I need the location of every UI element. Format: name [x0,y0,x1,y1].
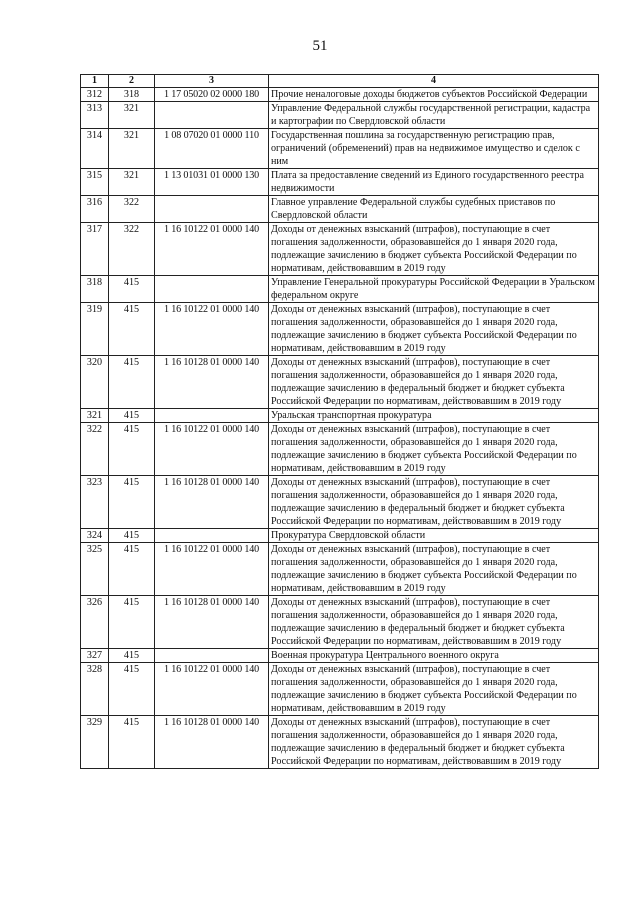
row-number: 328 [81,663,109,716]
revenue-code: 1 16 10128 01 0000 140 [155,476,269,529]
row-number: 323 [81,476,109,529]
table-row [81,303,599,356]
table-row [81,276,599,303]
table-row [81,716,599,769]
revenue-code: 1 16 10122 01 0000 140 [155,223,269,276]
revenue-code: 1 16 10122 01 0000 140 [155,423,269,476]
admin-code: 415 [109,663,155,716]
row-number: 312 [81,88,109,102]
row-number: 327 [81,649,109,663]
revenue-description: Военная прокуратура Центрального военного округа [269,649,599,663]
admin-code: 415 [109,409,155,423]
admin-code: 321 [109,102,155,129]
row-number: 321 [81,409,109,423]
row-number: 325 [81,543,109,596]
revenue-description: Доходы от денежных взысканий (штрафов), поступающие в счет погашения задолженности, образовавшейся до 1 января 2020 года, подлежащие зачислению в бюджет субъекта Российской Федерации по нормативам, действовавшим в 2019 году [269,223,599,276]
table-header-row [81,75,599,88]
header-col-1: 1 [81,75,109,88]
revenue-code: 1 16 10122 01 0000 140 [155,663,269,716]
revenue-description: Прочие неналоговые доходы бюджетов субъектов Российской Федерации [269,88,599,102]
row-number: 320 [81,356,109,409]
table-row [81,543,599,596]
admin-code: 415 [109,543,155,596]
revenue-code: 1 08 07020 01 0000 110 [155,129,269,169]
table-row [81,649,599,663]
table-row [81,529,599,543]
admin-code: 318 [109,88,155,102]
admin-code: 322 [109,223,155,276]
revenue-description: Прокуратура Свердловской области [269,529,599,543]
revenue-description: Управление Федеральной службы государственной регистрации, кадастра и картографии по Свердловской области [269,102,599,129]
row-number: 329 [81,716,109,769]
revenue-code: 1 16 10122 01 0000 140 [155,543,269,596]
revenue-description: Доходы от денежных взысканий (штрафов), поступающие в счет погашения задолженности, образовавшейся до 1 января 2020 года, подлежащие зачислению в бюджет субъекта Российской Федерации по нормативам, действовавшим в 2019 году [269,663,599,716]
table-row [81,409,599,423]
row-number: 322 [81,423,109,476]
revenue-code: 1 16 10122 01 0000 140 [155,303,269,356]
table-row [81,169,599,196]
row-number: 315 [81,169,109,196]
revenue-codes-table [80,74,599,769]
admin-code: 415 [109,596,155,649]
table-row [81,196,599,223]
row-number: 319 [81,303,109,356]
revenue-description: Доходы от денежных взысканий (штрафов), поступающие в счет погашения задолженности, образовавшейся до 1 января 2020 года, подлежащие зачислению в бюджет субъекта Российской Федерации по нормативам, действовавшим в 2019 году [269,423,599,476]
table-row [81,476,599,529]
revenue-description: Доходы от денежных взысканий (штрафов), поступающие в счет погашения задолженности, образовавшейся до 1 января 2020 года, подлежащие зачислению в федеральный бюджет и бюджет субъекта Российской Федерации по нормативам, действовавшим в 2019 году [269,356,599,409]
revenue-code: 1 16 10128 01 0000 140 [155,716,269,769]
revenue-code [155,276,269,303]
revenue-code [155,649,269,663]
admin-code: 415 [109,476,155,529]
page-number: 51 [312,38,328,54]
revenue-code [155,529,269,543]
row-number: 314 [81,129,109,169]
table-row [81,596,599,649]
revenue-description: Управление Генеральной прокуратуры Российской Федерации в Уральском федеральном округе [269,276,599,303]
revenue-code: 1 13 01031 01 0000 130 [155,169,269,196]
table-row [81,102,599,129]
header-col-2: 2 [109,75,155,88]
table-row [81,356,599,409]
revenue-description: Доходы от денежных взысканий (штрафов), поступающие в счет погашения задолженности, образовавшейся до 1 января 2020 года, подлежащие зачислению в федеральный бюджет и бюджет субъекта Российской Федерации по нормативам, действовавшим в 2019 году [269,716,599,769]
table-row [81,88,599,102]
admin-code: 415 [109,356,155,409]
admin-code: 415 [109,716,155,769]
revenue-description: Доходы от денежных взысканий (штрафов), поступающие в счет погашения задолженности, образовавшейся до 1 января 2020 года, подлежащие зачислению в федеральный бюджет и бюджет субъекта Российской Федерации по нормативам, действовавшим в 2019 году [269,596,599,649]
row-number: 313 [81,102,109,129]
table-row [81,423,599,476]
header-col-3: 3 [155,75,269,88]
revenue-code [155,102,269,129]
revenue-description: Государственная пошлина за государственную регистрацию прав, ограничений (обременений) прав на недвижимое имущество и сделок с ним [269,129,599,169]
row-number: 318 [81,276,109,303]
header-col-4: 4 [269,75,599,88]
revenue-code [155,409,269,423]
table-body [81,88,599,769]
revenue-code: 1 17 05020 02 0000 180 [155,88,269,102]
admin-code: 415 [109,303,155,356]
revenue-description: Доходы от денежных взысканий (штрафов), поступающие в счет погашения задолженности, образовавшейся до 1 января 2020 года, подлежащие зачислению в бюджет субъекта Российской Федерации по нормативам, действовавшим в 2019 году [269,543,599,596]
admin-code: 415 [109,276,155,303]
table-row [81,663,599,716]
admin-code: 322 [109,196,155,223]
revenue-code: 1 16 10128 01 0000 140 [155,596,269,649]
admin-code: 415 [109,649,155,663]
table-row [81,223,599,276]
revenue-description: Доходы от денежных взысканий (штрафов), поступающие в счет погашения задолженности, образовавшейся до 1 января 2020 года, подлежащие зачислению в федеральный бюджет и бюджет субъекта Российской Федерации по нормативам, действовавшим в 2019 году [269,476,599,529]
row-number: 326 [81,596,109,649]
row-number: 324 [81,529,109,543]
row-number: 316 [81,196,109,223]
revenue-description: Главное управление Федеральной службы судебных приставов по Свердловской области [269,196,599,223]
admin-code: 321 [109,129,155,169]
admin-code: 321 [109,169,155,196]
table-row [81,129,599,169]
row-number: 317 [81,223,109,276]
revenue-description: Доходы от денежных взысканий (штрафов), поступающие в счет погашения задолженности, образовавшейся до 1 января 2020 года, подлежащие зачислению в бюджет субъекта Российской Федерации по нормативам, действовавшим в 2019 году [269,303,599,356]
revenue-code [155,196,269,223]
admin-code: 415 [109,423,155,476]
admin-code: 415 [109,529,155,543]
revenue-code: 1 16 10128 01 0000 140 [155,356,269,409]
revenue-description: Уральская транспортная прокуратура [269,409,599,423]
revenue-description: Плата за предоставление сведений из Единого государственного реестра недвижимости [269,169,599,196]
